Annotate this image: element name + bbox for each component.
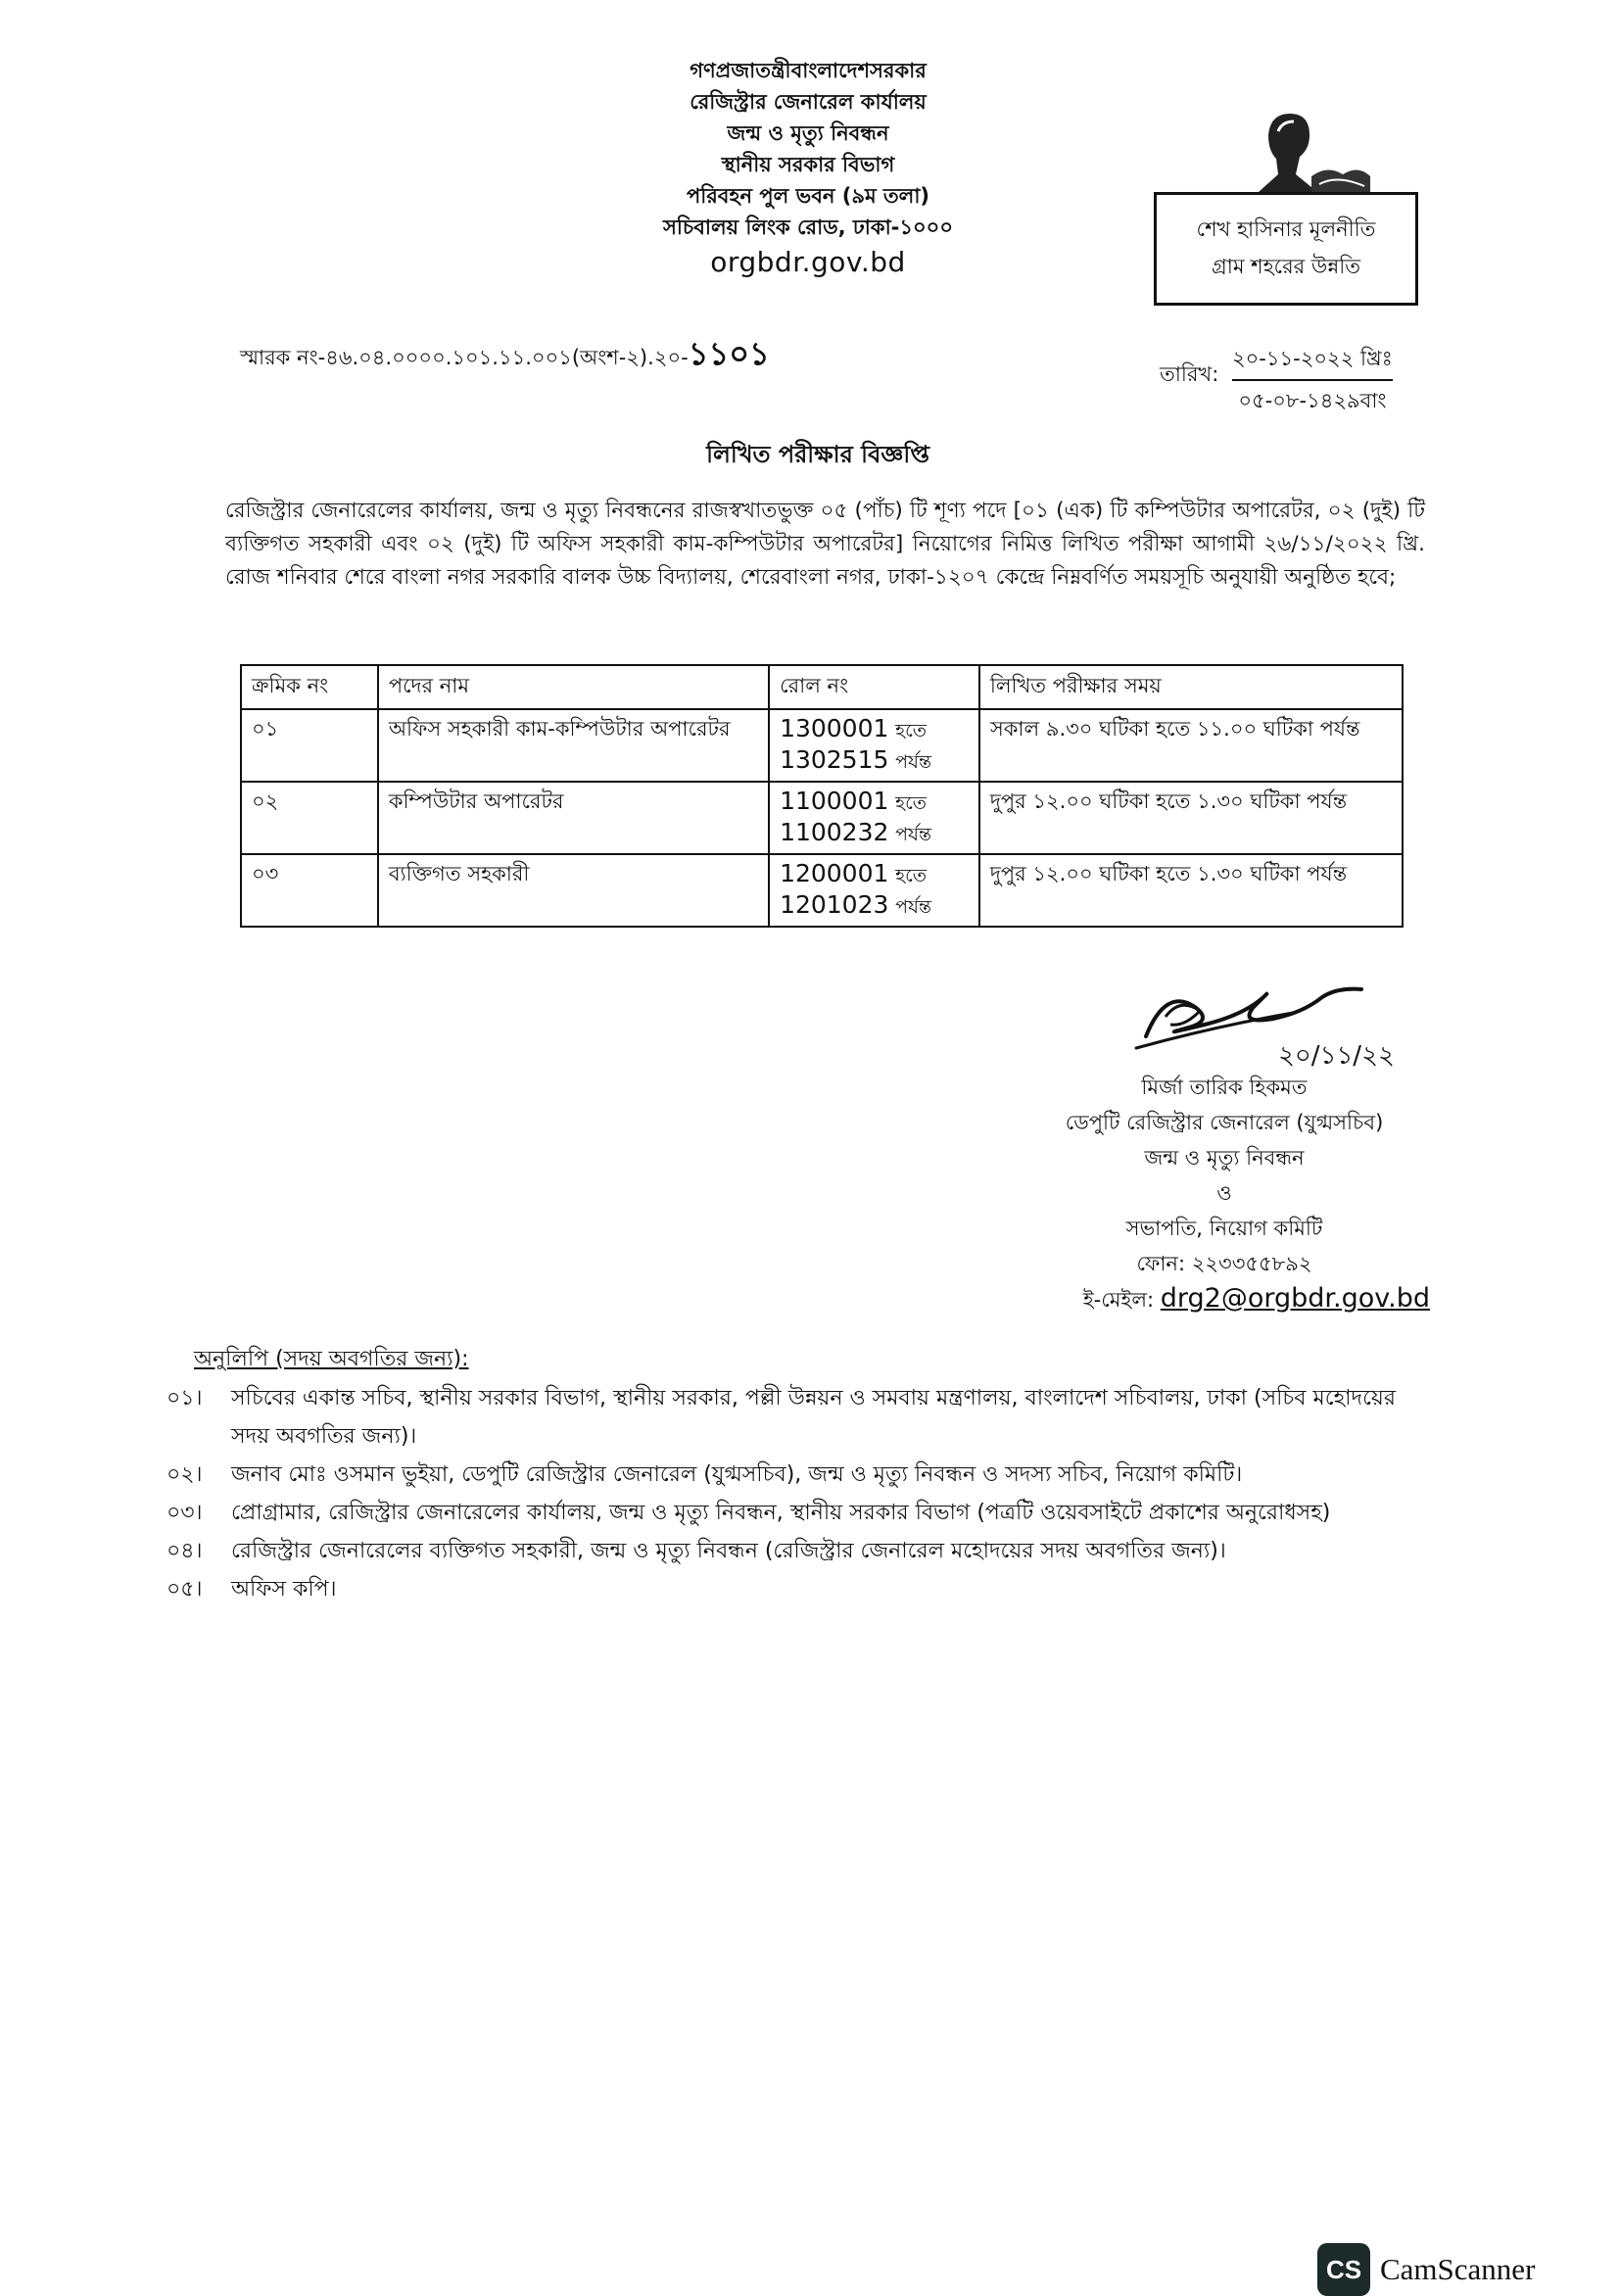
roll-to: 1100232	[780, 818, 889, 846]
motto-box	[1154, 192, 1418, 306]
post-cell: ব্যক্তিগত সহকারী	[378, 854, 769, 927]
portrait-logo-icon	[1249, 106, 1386, 204]
notice-body: রেজিস্ট্রার জেনারেলের কার্যালয়, জন্ম ও মৃত্যু নিবন্ধনের রাজস্বখাতভুক্ত ০৫ (পাঁচ) টি শূণ্য পদে [০১ (এক) টি কম্পিউটার অপারেটর, ০২ (দুই) টি ব্যক্তিগত সহকারী এবং ০২ (দুই) টি অফিস সহকারী কাম-কম্পিউটার অপারেটর] নিয়োগের নিমিত্ত লিখিত পরীক্ষা আগামী ২৬/১১/২০২২ খ্রি. রোজ শনিবার শেরে বাংলা নগর সরকারি বালক উচ্চ বিদ্যালয়, শেরেবাংলা নগর, ঢাকা-১২০৭ কেন্দ্রে নিম্নবর্ণিত সময়সূচি অনুযায়ী অনুষ্ঠিত হবে;	[225, 499, 1425, 590]
roll-from: 1200001	[780, 859, 889, 887]
table-row	[241, 709, 1403, 782]
header-line: জন্ম ও মৃত্যু নিবন্ধন	[727, 121, 889, 145]
roll-cell	[769, 782, 979, 854]
camscanner-logo-icon: CS	[1317, 2243, 1370, 2296]
roll-from: 1300001	[780, 714, 889, 742]
signatory-designation: ডেপুটি রেজিস্ট্রার জেনারেল (যুগ্মসচিব)	[1065, 1111, 1384, 1134]
column-header: ক্রমিক নং	[241, 665, 378, 709]
list-item-number: ০৫।	[167, 1577, 203, 1602]
time-cell: সকাল ৯.৩০ ঘটিকা হতে ১১.০০ ঘটিকা পর্যন্ত	[979, 709, 1403, 782]
email-label: ই-মেইল:	[1082, 1288, 1155, 1312]
roll-to-suffix: পর্যন্ত	[895, 824, 932, 845]
list-item-text: প্রোগ্রামার, রেজিস্ট্রার জেনারেলের কার্যালয়, জন্ম ও মৃত্যু নিবন্ধন, স্থানীয় সরকার বিভাগ (পত্রটি ওয়েবসাইটে প্রকাশের অনুরোধসহ)	[231, 1501, 1331, 1525]
memo-prefix: স্মারক নং-৪৬.০৪.০০০০.১০১.১১.০০১(অংশ-২).২০-	[240, 346, 689, 369]
roll-from-suffix: হতে	[895, 792, 927, 814]
signatory-email	[1019, 1281, 1430, 1317]
signature-block	[1019, 1070, 1430, 1317]
roll-cell	[769, 709, 979, 782]
header-line: সচিবালয় লিংক রোড, ঢাকা-১০০০	[663, 215, 953, 239]
signatory-phone	[1019, 1246, 1430, 1281]
table-row	[241, 782, 1403, 854]
list-item	[167, 1532, 1430, 1570]
list-item-text: অফিস কপি।	[231, 1577, 337, 1602]
time-cell: দুপুর ১২.০০ ঘটিকা হতে ১.৩০ ঘটিকা পর্যন্ত	[979, 782, 1403, 854]
list-item-text: সচিবের একান্ত সচিব, স্থানীয় সরকার বিভাগ, স্থানীয় সরকার, পল্লী উন্নয়ন ও সমবায় মন্ত্রণালয়, বাংলাদেশ সচিবালয়, ঢাকা (সচিব মহোদয়ের সদয় অবগতির জন্য)।	[231, 1386, 1396, 1449]
signatory-office: জন্ম ও মৃত্যু নিবন্ধন	[1144, 1146, 1305, 1170]
exam-schedule-table	[240, 664, 1404, 928]
list-item	[167, 1456, 1430, 1494]
serial-cell: ০১	[241, 709, 378, 782]
column-header: পদের নাম	[378, 665, 769, 709]
roll-cell	[769, 854, 979, 927]
copy-list	[167, 1379, 1430, 1608]
header-line: পরিবহন পুল ভবন (৯ম তলা)	[686, 184, 930, 208]
roll-to: 1302515	[780, 745, 889, 774]
header-line: রেজিস্ট্রার জেনারেল কার্যালয়	[690, 90, 927, 114]
list-item	[167, 1570, 1430, 1608]
list-item-text: জনাব মোঃ ওসমান ভুইয়া, ডেপুটি রেজিস্ট্রার জেনারেল (যুগ্মসচিব), জন্ম ও মৃত্যু নিবন্ধন ও সদস্য সচিব, নিয়োগ কমিটি।	[231, 1462, 1243, 1487]
roll-from-suffix: হতে	[895, 865, 927, 886]
email-link[interactable]: drg2@orgbdr.gov.bd	[1160, 1283, 1430, 1314]
column-header: লিখিত পরীক্ষার সময়	[979, 665, 1403, 709]
date-block	[1232, 343, 1393, 419]
office-header	[548, 55, 1068, 278]
roll-from: 1100001	[780, 787, 889, 815]
header-line: স্থানীয় সরকার বিভাগ	[721, 153, 895, 176]
motto-line: শেখ হাসিনার মূলনীতি	[1196, 217, 1376, 241]
time-cell: দুপুর ১২.০০ ঘটিকা হতে ১.৩০ ঘটিকা পর্যন্ত	[979, 854, 1403, 927]
phone-value: ২২৩৩৫৫৮৯২	[1191, 1252, 1312, 1275]
signed-date: ২০/১১/২২	[1278, 1041, 1395, 1071]
header-website: orgbdr.gov.bd	[710, 246, 906, 278]
roll-to-suffix: পর্যন্ত	[895, 896, 932, 918]
copy-list-heading: অনুলিপি (সদয় অবগতির জন্য):	[194, 1347, 469, 1371]
signatory-role: সভাপতি, নিয়োগ কমিটি	[1125, 1217, 1323, 1240]
signature-icon	[1126, 968, 1395, 1076]
camscanner-watermark	[1317, 2243, 1535, 2296]
serial-cell: ০৩	[241, 854, 378, 927]
post-cell: অফিস সহকারী কাম-কম্পিউটার অপারেটর	[378, 709, 769, 782]
list-item-number: ০১।	[167, 1386, 203, 1411]
page-title: লিখিত পরীক্ষার বিজ্ঞপ্তি	[706, 441, 929, 468]
post-cell: কম্পিউটার অপারেটর	[378, 782, 769, 854]
table-header-row	[241, 665, 1403, 709]
serial-cell: ০২	[241, 782, 378, 854]
list-item-text: রেজিস্ট্রার জেনারেলের ব্যক্তিগত সহকারী, জন্ম ও মৃত্যু নিবন্ধন (রেজিস্ট্রার জেনারেল মহোদয়ের সদয় অবগতির জন্য)।	[231, 1539, 1226, 1563]
memo-number	[240, 329, 770, 382]
phone-label: ফোন:	[1136, 1252, 1186, 1275]
motto-line: গ্রাম শহরের উন্নতি	[1212, 255, 1360, 278]
date-label: তারিখ:	[1160, 362, 1219, 386]
table-row	[241, 854, 1403, 927]
date-gregorian: ২০-১১-২০২২ খ্রিঃ	[1232, 343, 1393, 381]
camscanner-label: CamScanner	[1380, 2252, 1536, 2286]
list-item-number: ০২।	[167, 1462, 203, 1487]
signatory-conjunction: ও	[1216, 1181, 1232, 1205]
roll-from-suffix: হতে	[895, 720, 927, 741]
roll-to-suffix: পর্যন্ত	[895, 751, 932, 773]
list-item-number: ০৩।	[167, 1501, 203, 1525]
list-item	[167, 1379, 1430, 1456]
memo-handwritten-number: ১১০১	[688, 335, 770, 372]
list-item-number: ০৪।	[167, 1539, 203, 1563]
column-header: রোল নং	[769, 665, 979, 709]
signatory-name: মির্জা তারিক হিকমত	[1141, 1076, 1308, 1099]
date-bangla: ০৫-০৮-১৪২৯বাং	[1238, 389, 1387, 412]
header-line: গণপ্রজাতন্ত্রীবাংলাদেশসরকার	[690, 59, 927, 82]
roll-to: 1201023	[780, 890, 889, 919]
list-item	[167, 1494, 1430, 1532]
